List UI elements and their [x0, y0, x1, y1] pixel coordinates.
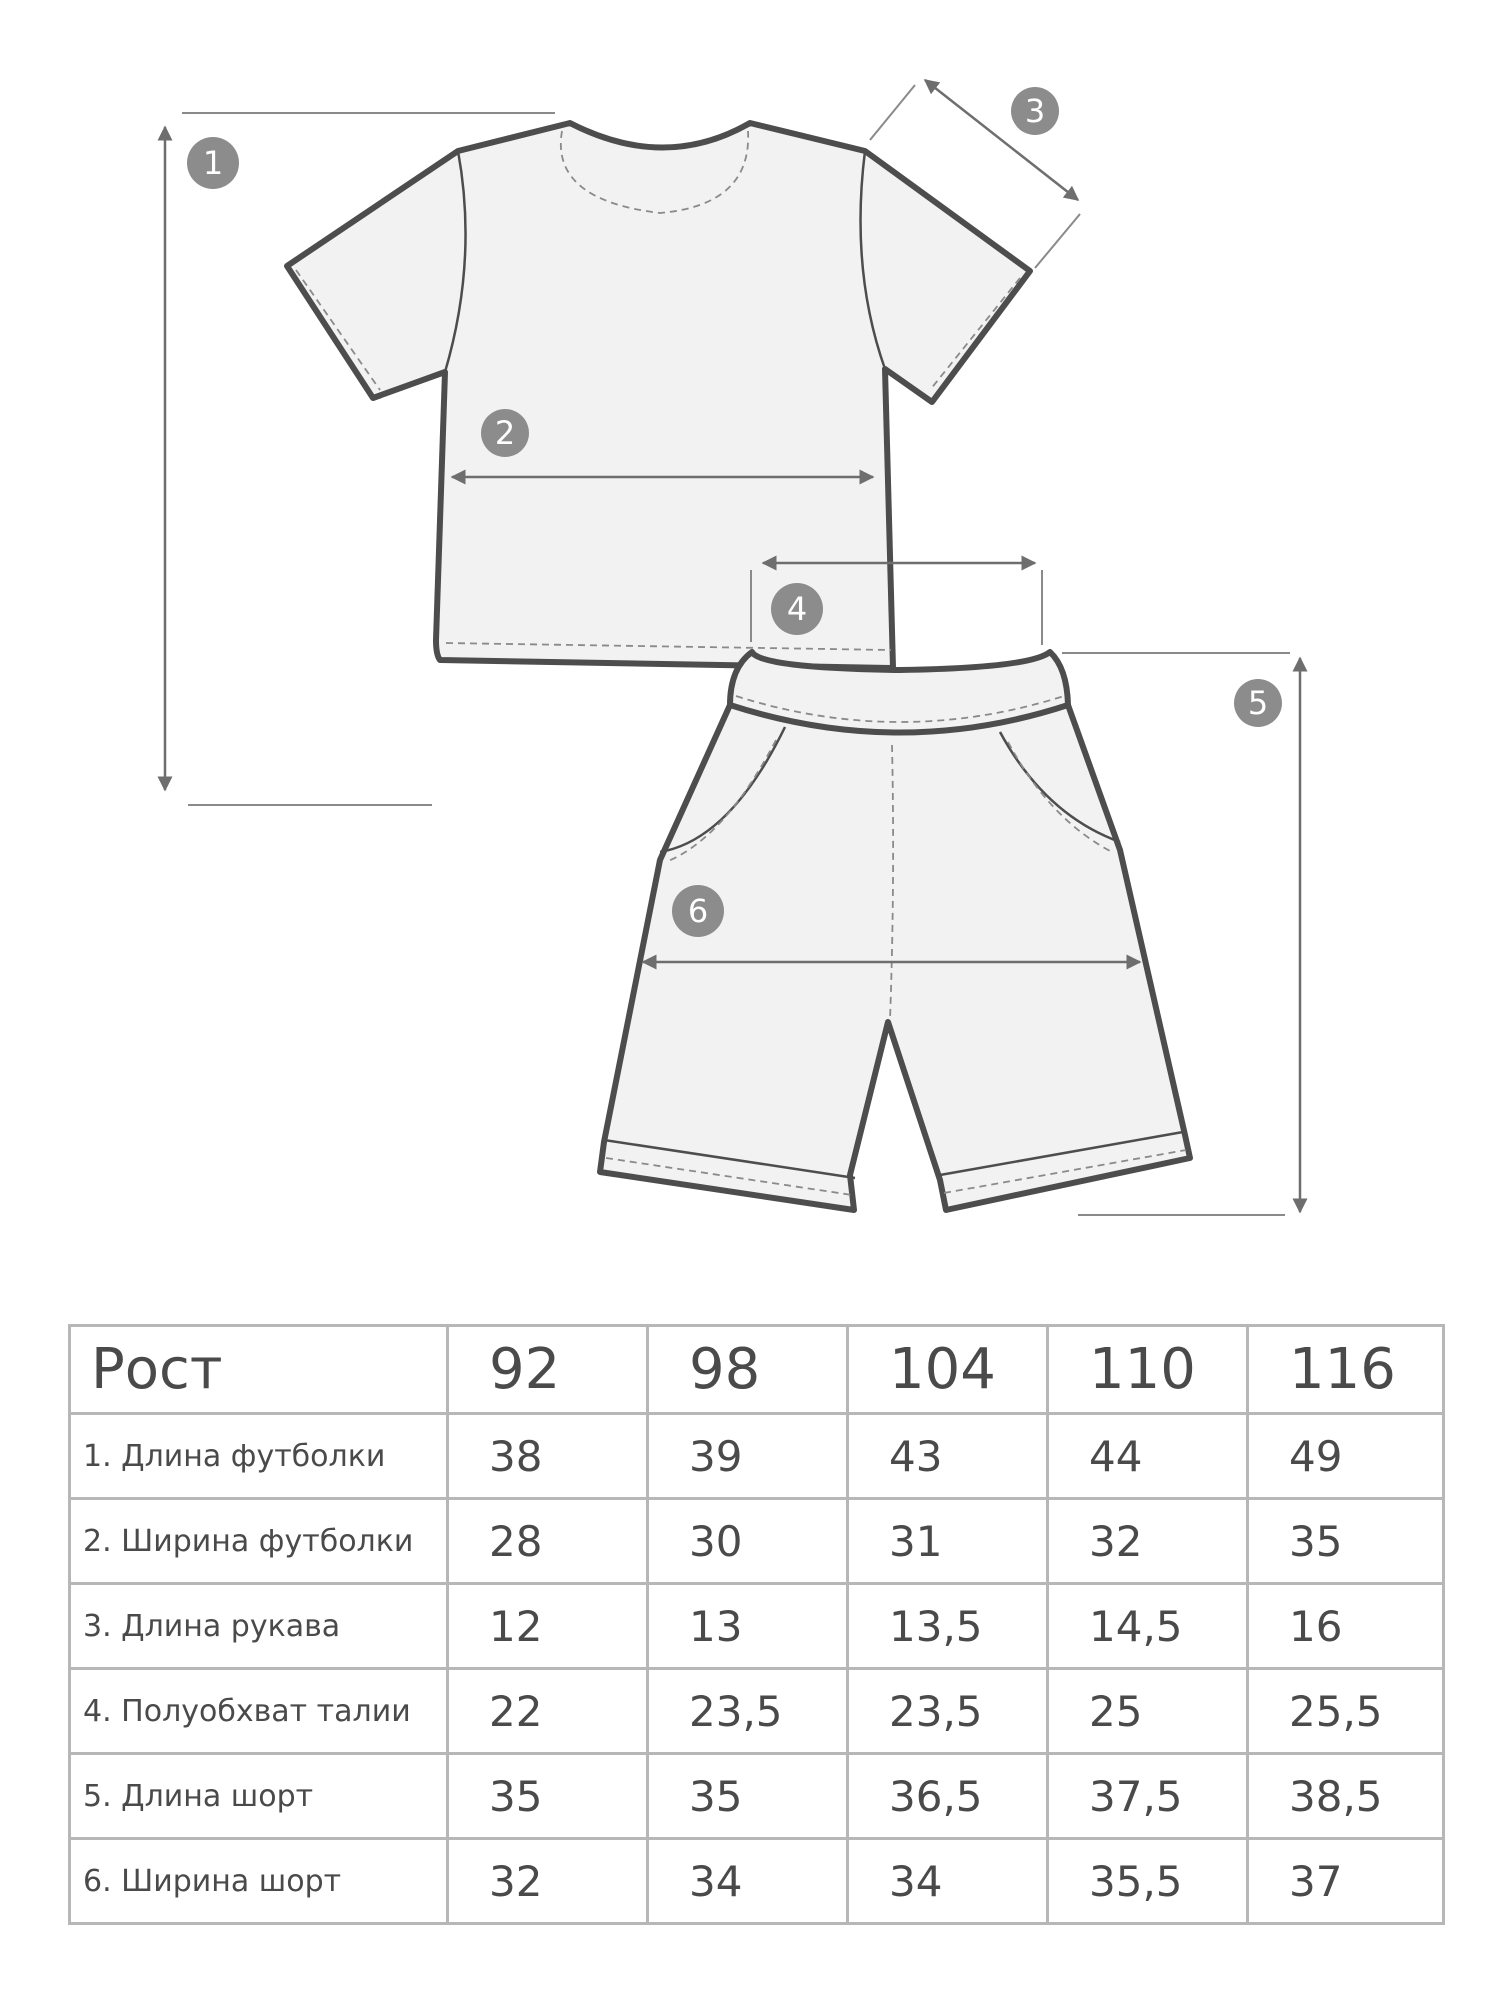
- table-cell: 35,5: [1048, 1839, 1248, 1924]
- table-cell: 34: [848, 1839, 1048, 1924]
- badge-6: [672, 885, 724, 937]
- table-cell: 28: [448, 1499, 648, 1584]
- table-cell: 16: [1248, 1584, 1444, 1669]
- table-cell: 31: [848, 1499, 1048, 1584]
- row-label: 5. Длина шорт: [70, 1754, 448, 1839]
- table-row: [70, 1499, 1444, 1584]
- table-cell: 39: [648, 1414, 848, 1499]
- row-label: 3. Длина рукава: [70, 1584, 448, 1669]
- badge-4: [771, 583, 823, 635]
- row-label: 2. Ширина футболки: [70, 1499, 448, 1584]
- row-label: 4. Полуобхват талии: [70, 1669, 448, 1754]
- table-cell: 37: [1248, 1839, 1444, 1924]
- table-cell: 38,5: [1248, 1754, 1444, 1839]
- table-cell: 43: [848, 1414, 1048, 1499]
- table-cell: 35: [1248, 1499, 1444, 1584]
- table-cell: 23,5: [848, 1669, 1048, 1754]
- table-cell: 25: [1048, 1669, 1248, 1754]
- table-cell: 32: [448, 1839, 648, 1924]
- svg-text:6: 6: [687, 892, 709, 930]
- table-row: [70, 1754, 1444, 1839]
- size-header-98: 98: [648, 1326, 848, 1414]
- table-cell: 13,5: [848, 1584, 1048, 1669]
- table-row: [70, 1584, 1444, 1669]
- table-cell: 44: [1048, 1414, 1248, 1499]
- shorts-body: [600, 705, 1190, 1210]
- svg-text:4: 4: [786, 590, 808, 628]
- table-cell: 25,5: [1248, 1669, 1444, 1754]
- badge-3: [1011, 87, 1059, 135]
- svg-text:2: 2: [494, 414, 516, 452]
- size-header-116: 116: [1248, 1326, 1444, 1414]
- table-cell: 37,5: [1048, 1754, 1248, 1839]
- size-header-92: 92: [448, 1326, 648, 1414]
- table-header-row: [70, 1326, 1444, 1414]
- table-cell: 13: [648, 1584, 848, 1669]
- badge-5: [1234, 679, 1282, 727]
- size-header-104: 104: [848, 1326, 1048, 1414]
- table-row: [70, 1839, 1444, 1924]
- table-row: [70, 1669, 1444, 1754]
- table-cell: 35: [448, 1754, 648, 1839]
- size-chart-table: [68, 1324, 1445, 1925]
- svg-text:3: 3: [1024, 92, 1046, 130]
- table-row: [70, 1414, 1444, 1499]
- table-cell: 30: [648, 1499, 848, 1584]
- table-cell: 36,5: [848, 1754, 1048, 1839]
- table-cell: 14,5: [1048, 1584, 1248, 1669]
- badge-2: [481, 409, 529, 457]
- size-header-110: 110: [1048, 1326, 1248, 1414]
- table-cell: 12: [448, 1584, 648, 1669]
- shorts-waistband: [730, 652, 1068, 733]
- height-header-label: Рост: [70, 1326, 448, 1414]
- table-cell: 49: [1248, 1414, 1444, 1499]
- table-cell: 22: [448, 1669, 648, 1754]
- row-label: 1. Длина футболки: [70, 1414, 448, 1499]
- table-cell: 23,5: [648, 1669, 848, 1754]
- badge-1: [187, 137, 239, 189]
- svg-text:1: 1: [202, 144, 224, 182]
- table-cell: 32: [1048, 1499, 1248, 1584]
- svg-text:5: 5: [1247, 684, 1269, 722]
- row-label: 6. Ширина шорт: [70, 1839, 448, 1924]
- table-cell: 34: [648, 1839, 848, 1924]
- tshirt-body: [287, 123, 1030, 668]
- tshirt-illustration: [287, 123, 1030, 668]
- table-cell: 35: [648, 1754, 848, 1839]
- table-cell: 38: [448, 1414, 648, 1499]
